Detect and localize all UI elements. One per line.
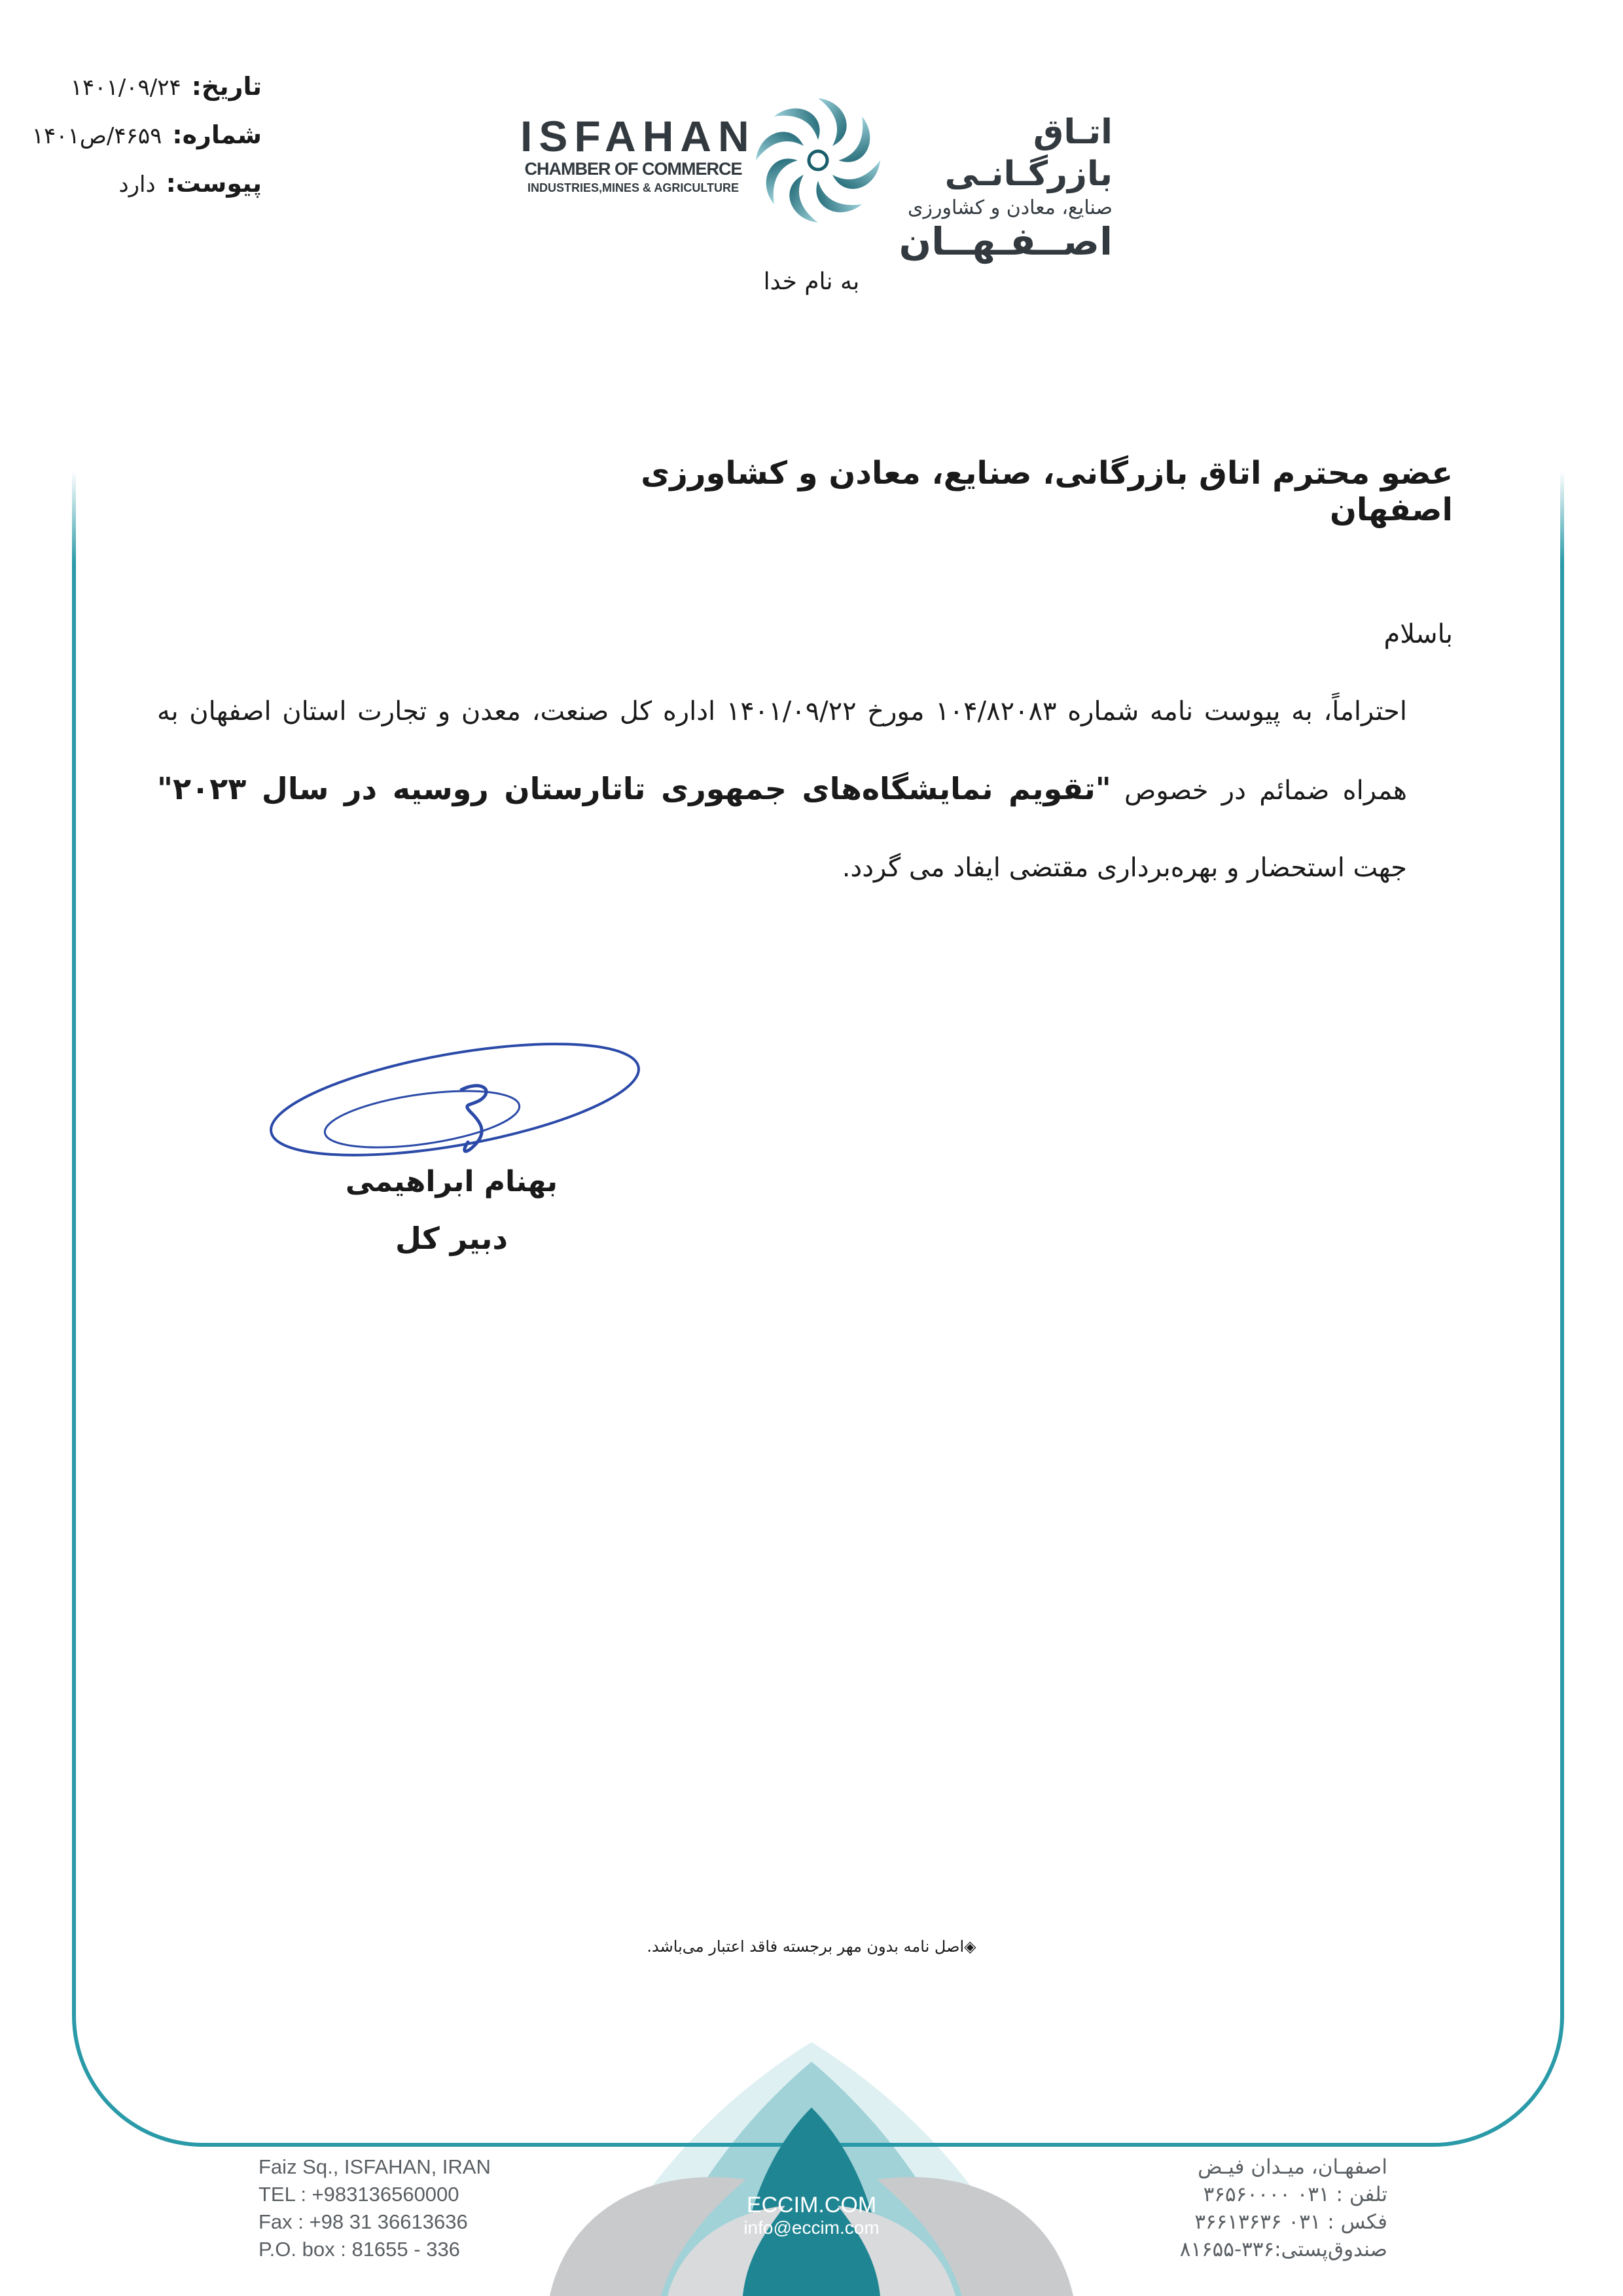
recipient-heading: عضو محترم اتاق بازرگانی، صنایع، معادن و کشاورزی اصفهان [641, 455, 1453, 528]
footer-website: ECCIM.COM [746, 2193, 877, 2217]
frame-fade-left [72, 471, 76, 563]
date-label: تاریخ: [191, 72, 262, 101]
body-part1: احتراماً، به پیوست نامه شماره ۱۰۴/۸۲۰۸۳ مورخ ۱۴۰۱/۰۹/۲۲ اداره کل صنعت، معدن و تجارت استان اصفهان به همراه ضمائم در خصوص [157, 696, 1408, 806]
footer-en-pobox: P.O. box : 81655 - 336 [259, 2238, 460, 2261]
meta-number-row [26, 120, 262, 169]
footer-english-contact [259, 2153, 520, 2263]
footer-lotus-decoration [510, 2036, 1113, 2296]
footer-fa-fax: فکس : ۰۳۱ ۳۶۶۱۳۶۳۶ [1194, 2210, 1387, 2234]
footer-en-fax: Fax : +98 31 36613636 [259, 2210, 468, 2233]
letter-body [157, 596, 1453, 906]
attachment-label: پیوست: [166, 169, 262, 198]
letter-meta [26, 72, 262, 217]
footer-fa-pobox: صندوق‌پستی:۳۳۶-۸۱۶۵۵ [1179, 2238, 1387, 2261]
greeting: باسلام [1383, 619, 1453, 649]
number-value: ۴۶۵۹/ص۱۴۰۱ [31, 123, 162, 149]
body-subject: "تقویم نمایشگاه‌های جمهوری تاتارستان روسیه در سال ۲۰۲۳" [157, 771, 1111, 806]
basmala: به نام خدا [763, 268, 860, 295]
chamber-logo-icon [746, 92, 890, 229]
logo-fa-line3: اصــفـهــان [899, 219, 1113, 264]
number-label: شماره: [172, 120, 262, 149]
logo-english-text [520, 112, 756, 196]
meta-attachment-row [26, 169, 262, 217]
signature-scribble [265, 1028, 658, 1172]
footer-en-address: Faiz Sq., ISFAHAN, IRAN [259, 2155, 491, 2178]
footer-fa-tel: تلفن : ۰۳۱ ۳۶۵۶۰۰۰۰ [1203, 2183, 1387, 2206]
attachment-value: دارد [118, 171, 156, 198]
stamp-disclaimer: ◈اصل نامه بدون مهر برجسته فاقد اعتبار می‌باشد. [647, 1937, 976, 1956]
body-part2: جهت استحضار و بهره‌برداری مقتضی ایفاد می گردد. [842, 853, 1407, 883]
logo-persian-text [890, 111, 1113, 262]
logo-en-line1: ISFAHAN [520, 112, 756, 160]
footer-web-contact [726, 2193, 897, 2238]
signatory-title: دبیر کل [395, 1221, 508, 1256]
footer-email: info@eccim.com [743, 2217, 880, 2238]
signatory-name: بهنام ابراهیمی [345, 1165, 558, 1198]
logo-en-line3: INDUSTRIES,MINES & AGRICULTURE [527, 181, 739, 194]
footer-en-tel: TEL : +983136560000 [259, 2183, 459, 2206]
logo-en-line2: CHAMBER OF COMMERCE [524, 159, 742, 179]
logo-fa-line1: اتـاق بازرگـانـی [944, 113, 1113, 194]
body-paragraph [157, 673, 1453, 906]
frame-fade-right [1560, 471, 1564, 563]
meta-date-row [26, 72, 262, 120]
date-value: ۱۴۰۱/۰۹/۲۴ [70, 75, 181, 101]
footer-persian-contact [1113, 2153, 1387, 2263]
footer-fa-address: اصفهـان، میـدان فیـض [1198, 2155, 1387, 2179]
logo-fa-line2: صنایع، معادن و کشاورزی [908, 196, 1113, 219]
